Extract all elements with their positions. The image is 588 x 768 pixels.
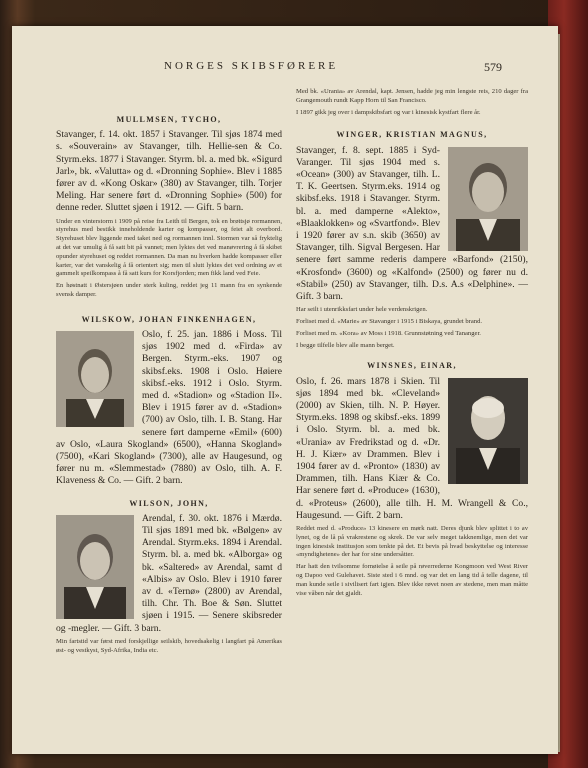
entry-heading: WINGER, KRISTIAN MAGNUS, — [336, 130, 488, 140]
page-header — [12, 60, 558, 76]
entry-note: Forliset med d. «Marie» av Stavanger i 1915 i Biskaya, grundet brand. — [296, 318, 483, 326]
entry-note: En høstnatt i Østersjøen under sterk kuling, reddet jeg 11 mann fra en synkende svensk damper. — [56, 282, 282, 298]
entry-biography: Arendal, f. 30. okt. 1876 i Mærdø. Til sjøs 1891 med bk. «Bølgen» av Arendal. Styrm.eks. 1894 i Arendal. Styrm. bl. a. med bk. «Alborga» og bk. «Saltered» av Arendal, samt d «Albis» av Oslo. Blev i 1910 fører av d. «Ternø» (2800) av Arendal, tilh. Chr. Th. Boe & Søn. Sluttet sjøen i 1915. — Senere skibsreder og -megler. — Gift. 3 barn. — [56, 512, 282, 634]
running-title: NORGES SKIBSFØRERE — [164, 60, 339, 72]
entry-note: Min fartstid var først med forskjellige seilskib, hovedsakelig i langfart på Amerikas øst- og vestkyst, Syd-Afrika, India etc. — [56, 637, 282, 654]
entry-note: Med bk. «Urania» av Arendal, kapt. Jensen, hadde jeg min lengste reis, 210 dager fra Grangemouth rundt Kapp Horn til San Francisco. — [296, 88, 528, 104]
entry-heading: WILSKOW, JOHAN FINKENHAGEN, — [81, 314, 257, 324]
entry-heading: WILSON, JOHN, — [129, 498, 209, 508]
entry-biography: Oslo, f. 26. mars 1878 i Skien. Til sjøs 1894 med bk. «Cleveland» (2000) av Skien, tilh. N. P. Høyer. Styrm.eks. 1898 og skibsf.-eks. 1899 i Oslo. Styrm. bl. a. med bk. «Urania» av Fredrikstad og d. «Dr. H. J. Kiær» av Drammen. Blev i 1904 fører av d. «Pronto» (1830) av Drammen, tilh. Hans Kiær & Co. Har senere ført d. «Produce» (1630), d. «Proteus» (2600), alle tilh. H. M. Wrangell & Co., Haugesund. — Gift. 2 barn. — [296, 375, 528, 521]
entry-note: Forliset med m. «Kora» av Moss i 1918. Grunnstøtning ved Tananger. — [296, 329, 481, 337]
entry-note: Har hatt den tvilsomme fornøielse å seile på røverrederne Kongmoon ved West River og Dapoo ved Gulehavet. Siste sted i 6 mnd. og var det en lang tid å telle dagene, til man kunde seile i sivilisert fart igjen. Blev ikke røvet noen av stedene, men man måtte vise våben når det gjaldt. — [296, 563, 528, 597]
portrait-photo — [56, 515, 134, 619]
entry-note: I 1897 gikk jeg over i dampskibsfart og var i kinesisk kystfart flere år. — [296, 108, 481, 116]
entry-heading: MULLMSEN, TYCHO, — [116, 115, 222, 124]
entry-heading: WINSNES, EINAR, — [367, 361, 457, 371]
entry-biography: Stavanger, f. 8. sept. 1885 i Syd-Varanger. Til sjøs 1904 med s. «Ocean» (300) av Stavanger, tilh. L. T. K. Geertsen. Styrm.eks. 1914 og skibsf.eks. 1918 i Stavanger. Styrm. bl. a. med damperne «Alekto», «Blaaklokken» og «Svartfond». Blev i 1920 fører av s.n. skib (3650) av Stavanger, tilh. Sigval Bergesen. Har senere ført samme rederis dampere «Barfond» (2150), «Krosfond» (3600) og «Kalfond» (2500) og fører nu d. «Stabil» (250) av Stavanger, tilh. D.s. A.s «Delphine». — Gift. 3 barn. — [296, 144, 528, 303]
portrait-photo — [448, 378, 528, 484]
portrait-photo — [56, 331, 134, 427]
entry-note: Reddet med d. «Produce» 13 kinesere en mørk natt. Deres djunk blev splittet i to av lynet, og de lå på vrakrestene og skrek. De var selv meget takknemlige, men det var ingen kinesisk institusjon som tenkte på det. Et bevis på hvad beskyttelse og interesse «myndighetene» der har for sine undersåtter. — [296, 525, 528, 559]
entry-note: Har seilt i utenrikksfart under hele verdenskrigen. — [296, 306, 428, 314]
portrait-photo — [448, 147, 528, 251]
left-column — [56, 88, 282, 658]
right-column — [296, 88, 528, 601]
entry-note: I begge tilfelle blev alle mann berget. — [296, 341, 395, 349]
entry-note: Under en vinterstorm i 1909 på reise fra Leith til Bergen, tok en brøttsjø rormannen, styrehus med bestikk inneholdende karter og kompasser, og feiet alt overbord. Styrehuset blev liggende med taket ned og rormannen innl. Stormen var så fryktelig at det var umulig å få satt bit på vannet; men lyktes det ved manøvrering å få skibet opunder styrehuset og reddet rormannen. Da man nu hverken hadde kompasser eller karter, var det vanskelig å få orientert sig; men til slutt lyktes det ved ordning av et gammelt speilkompass å få satt kurs for Korsfjorden; men fikk land ved Feie. — [56, 217, 282, 278]
page-number: 579 — [484, 60, 502, 74]
entry-biography: Oslo, f. 25. jan. 1886 i Moss. Til sjøs 1902 med d. «Firda» av Bergen. Styrm.-eks. 1907 og skibsf.eks. 1908 i Oslo. Høiere skibsf.-eks. 1912 i Oslo. Styrm. med d. «Stadion» og «Stadion II». Blev i 1915 fører av d. «Stadion» (700) av Oslo, tilh. I. B. Stang. Har senere ført damperne «Emil» (600) av Oslo, «Laura Skogland» (6500), «Hanna Skogland» (7500), «Kari Skogland» (7300), alle av Haugesund, og fører nu m. «Slemmestad» (7880) av Oslo, tilh. A. F. Klaveness & Co. — Gift. 2 barn. — [56, 329, 282, 487]
book-page — [12, 26, 558, 754]
entry-biography: Stavanger, f. 14. okt. 1857 i Stavanger. Til sjøs 1874 med s. «Souverain» av Stavanger, tilh. Hellie-sen & Co. Styrm.eks. 1877 i Stavanger. Styrm. bl. a. med bk. «Sigurd Jarl», bk. «Valutta» og d. «Dronning Sophie». Blev i 1885 fører av d. «Kong Oskar» (380) av Stavanger, tilh. Torjer Meling. Har senere ført d. «Dronning Sophie» (500) for denne reder. Sluttet sjøen i 1912. — Gift. 5 barn. — [56, 129, 282, 214]
